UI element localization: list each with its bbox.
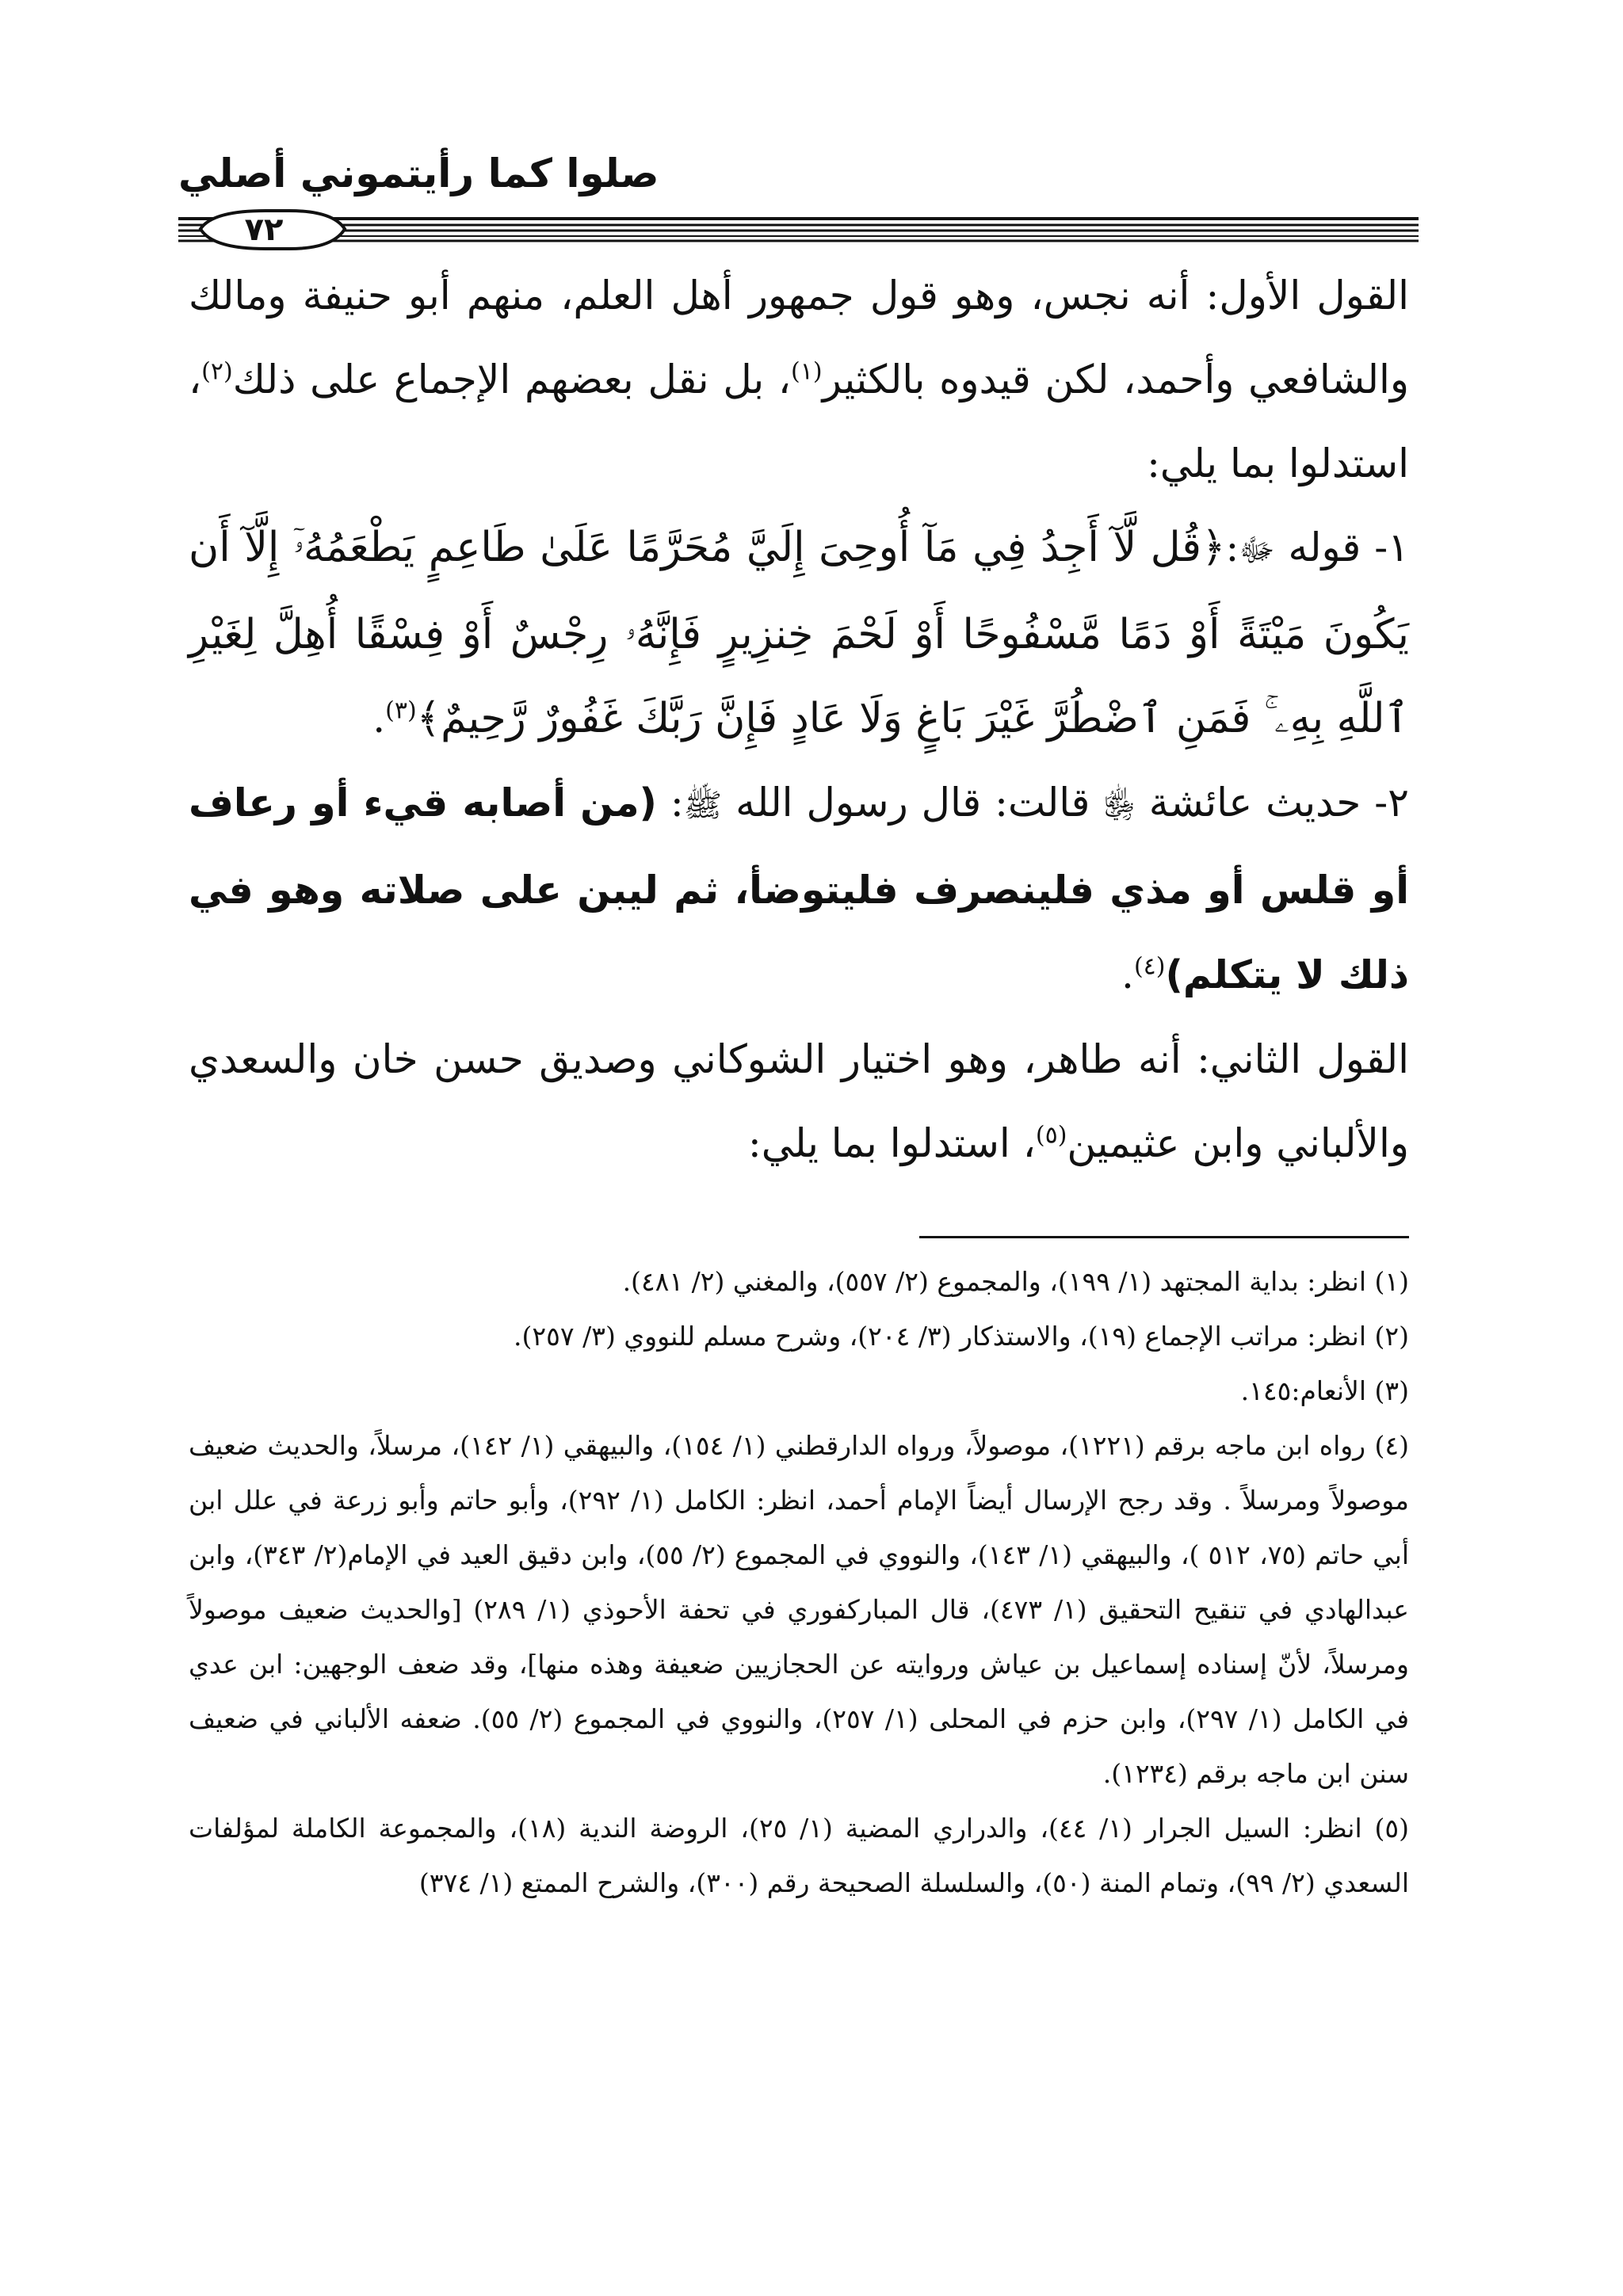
footnotes-section: [189, 1254, 1409, 1910]
footnote-ref-3[interactable]: (٣): [385, 696, 417, 725]
footnote-ref-1[interactable]: (١): [791, 357, 823, 386]
honorific-symbol: ﷻ: [1239, 532, 1275, 569]
footnote-separator: [919, 1236, 1409, 1238]
paragraph-first-opinion: القول الأول: أنه نجس، وهو قول جمهور أهل العلم، منهم أبو حنيفة ومالك والشافعي وأحمد، لكن قيدوه بالكثير$^{(١)}$، بل نقل بعضهم الإجماع على ذلك$^{(٢)}$، استدلوا بما يلي:: [189, 273, 1409, 486]
footnote-2: (٢) انظر: مراتب الإجماع (١٩)، والاستذكار (٣/ ٢٠٤)، وشرح مسلم للنووي (٣/ ٢٥٧).: [514, 1321, 1409, 1352]
header-rule-ornament: [178, 204, 1419, 260]
page-number: ٧٢: [244, 212, 284, 248]
footnote-3: (٣) الأنعام:١٤٥.: [1240, 1375, 1409, 1406]
salla-allahu-symbol: ﷺ: [683, 788, 723, 824]
radiallahu-symbol: ﵂: [1103, 788, 1136, 824]
hadith-text: (من أصابه قيء أو رعاف أو قلس أو مذي فلينصرف فليتوضأ، ثم ليبن على صلاته وهو في ذلك لا يتكلم): [189, 780, 1409, 997]
footnote-5: (٥) انظر: السيل الجرار (١/ ٤٤)، والدراري المضية (١/ ٢٥)، الروضة الندية (١٨)، والمجموعة الكاملة لمؤلفات السعدي (٢/ ٩٩)، وتمام المنة (٥٠)، والسلسلة الصحيحة رقم (٣٠٠)، والشرح الممتع (١/ ٣٧٤): [189, 1813, 1409, 1898]
running-header-title: صلوا كما رأيتموني أصلي: [178, 151, 659, 196]
ornate-bracket-open: ﴿: [1201, 524, 1226, 571]
footnote-4: (٤) رواه ابن ماجه برقم (١٢٢١)، موصولاً، ورواه الدارقطني (١/ ١٥٤)، والبيهقي (١/ ١٤٢)، مرسلاً، والحديث ضعيف موصولاً ومرسلاً . وقد رجح الإرسال أيضاً الإمام أحمد، انظر: الكامل (١/ ٢٩٢)، وأبو حاتم وأبو زرعة في علل ابن أبي حاتم (٧٥، ٥١٢ )، والبيهقي (١/ ١٤٣)، والنووي في المجموع (٢/ ٥٥)، وابن دقيق العيد في الإمام(٢/ ٣٤٣)، وابن عبدالهادي في تنقيح التحقيق (١/ ٤٧٣)، قال المباركفوري في تحفة الأحوذي (١/ ٢٨٩) [والحديث ضعيف موصولاً ومرسلاً، لأنّ إسناده إسماعيل بن عياش وروايته عن الحجازيين ضعيفة وهذه منها]، وقد ضعف الوجهين: ابن عدي في الكامل (١/ ٢٩٧)، وابن حزم في المحلى (١/ ٢٥٧)، والنووي في المجموع (٢/ ٥٥). ضعفه الألباني في ضعيف سنن ابن ماجه برقم (١٢٣٤).: [189, 1430, 1410, 1789]
paragraph-evidence-2-hadith: ٢- حديث عائشة ﵂ قالت: قال رسول الله ﷺ: (من أصابه قيء أو رعاف أو قلس أو مذي فلينصرف فليتوضأ، ثم ليبن على صلاته وهو في ذلك لا يتكلم)$^{(٤)}$.: [189, 780, 1410, 997]
main-text: [189, 254, 1409, 1185]
paragraph-evidence-1-verse: ١- قوله ﷻ:﴿قُل لَّآ أَجِدُ فِي مَآ أُوحِىَ إِلَيَّ مُحَرَّمًا عَلَىٰ طَاعِمٍ يَطْعَمُهُۥٓ إِلَّآ أَن يَكُونَ مَيْتَةً أَوْ دَمًا مَّسْفُوحًا أَوْ لَحْمَ خِنزِيرٍ فَإِنَّهُۥ رِجْسٌ أَوْ فِسْقًا أُهِلَّ لِغَيْرِ ٱللَّهِ بِهِۦ ۚ فَمَنِ ٱضْطُرَّ غَيْرَ بَاغٍ وَلَا عَادٍ فَإِنَّ رَبَّكَ غَفُورٌ رَّحِيمٌ﴾$^{(٣)}$.: [189, 524, 1409, 742]
ornate-bracket-close: ﴾: [416, 695, 441, 742]
footnote-ref-5[interactable]: (٥): [1035, 1121, 1067, 1150]
footnote-ref-4[interactable]: (٤): [1133, 952, 1166, 981]
paragraph-second-opinion: القول الثاني: أنه طاهر، وهو اختيار الشوكاني وصديق حسن خان والسعدي والألباني وابن عثيمين$^{(٥)}$، استدلوا بما يلي:: [189, 1036, 1409, 1166]
quran-verse: قُل لَّآ أَجِدُ فِي مَآ أُوحِىَ إِلَيَّ مُحَرَّمًا عَلَىٰ طَاعِمٍ يَطْعَمُهُۥٓ إِلَّآ أَن يَكُونَ مَيْتَةً أَوْ دَمًا مَّسْفُوحًا أَوْ لَحْمَ خِنزِيرٍ فَإِنَّهُۥ رِجْسٌ أَوْ فِسْقًا أُهِلَّ لِغَيْرِ ٱللَّهِ بِهِۦ ۚ فَمَنِ ٱضْطُرَّ غَيْرَ بَاغٍ وَلَا عَادٍ فَإِنَّ رَبَّكَ غَفُورٌ رَّحِيمٌ: [189, 524, 1409, 742]
footnote-ref-2[interactable]: (٢): [201, 357, 233, 386]
footnote-1: (١) انظر: بداية المجتهد (١/ ١٩٩)، والمجموع (٢/ ٥٥٧)، والمغني (٢/ ٤٨١).: [622, 1266, 1409, 1297]
